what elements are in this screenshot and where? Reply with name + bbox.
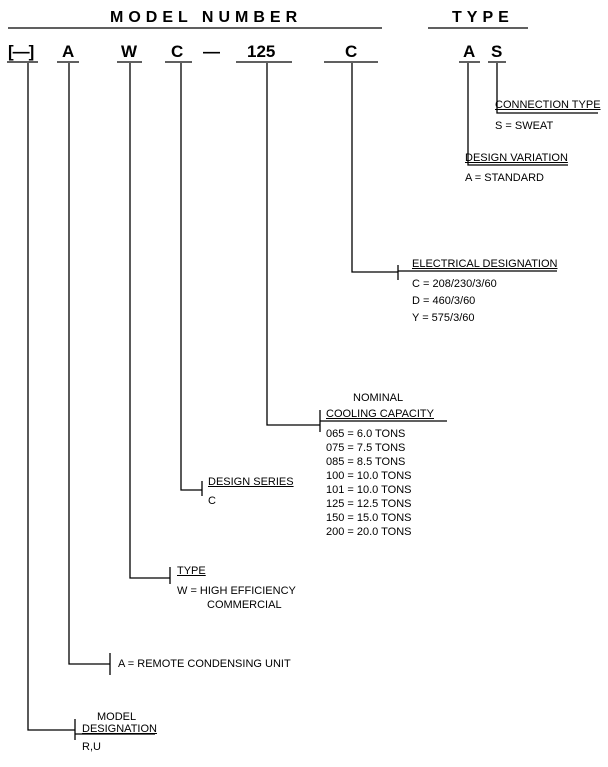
code-electrical: C <box>345 42 358 61</box>
type-header: TYPE <box>452 9 514 26</box>
design-variation-title: DESIGN VARIATION <box>465 152 568 164</box>
model-designation-option: R,U <box>82 741 101 753</box>
capacity-option-101: 101 = 10.0 TONS <box>326 484 412 496</box>
connection-type-title: CONNECTION TYPE <box>495 99 601 111</box>
model-designation-leader <box>28 63 75 730</box>
remote-unit-leader <box>69 63 110 664</box>
design-series-leader <box>181 63 202 490</box>
connection-type-option: S = SWEAT <box>495 120 554 132</box>
capacity-option-125: 125 = 12.5 TONS <box>326 498 412 510</box>
capacity-option-065: 065 = 6.0 TONS <box>326 428 406 440</box>
model-number-header: MODEL NUMBER <box>110 9 303 26</box>
design-series-title: DESIGN SERIES <box>208 476 294 488</box>
capacity-option-075: 075 = 7.5 TONS <box>326 442 406 454</box>
capacity-leader <box>267 63 320 425</box>
code-type-s: S <box>491 42 503 61</box>
type-option-commercial: COMMERCIAL <box>207 599 282 611</box>
electrical-leader <box>352 63 398 272</box>
electrical-option-y: Y = 575/3/60 <box>412 312 475 324</box>
type-title: TYPE <box>177 565 206 577</box>
capacity-option-200: 200 = 20.0 TONS <box>326 526 412 538</box>
type-option-w: W = HIGH EFFICIENCY <box>177 585 296 597</box>
electrical-option-d: D = 460/3/60 <box>412 295 476 307</box>
type-leader <box>130 63 170 578</box>
electrical-option-c: C = 208/230/3/60 <box>412 278 497 290</box>
model-designation-title-model: MODEL <box>97 711 137 723</box>
model-designation-title-designation: DESIGNATION <box>82 723 157 735</box>
capacity-title-cooling: COOLING CAPACITY <box>326 408 434 420</box>
code-dash: — <box>203 42 220 61</box>
capacity-option-085: 085 = 8.5 TONS <box>326 456 406 468</box>
remote-unit-text: A = REMOTE CONDENSING UNIT <box>118 658 291 670</box>
design-variation-leader <box>468 63 568 165</box>
code-type-a: A <box>463 42 476 61</box>
capacity-title-nominal: NOMINAL <box>353 392 404 404</box>
code-bracket: [—] <box>8 42 34 61</box>
code-capacity: 125 <box>247 42 276 61</box>
code-a: A <box>62 42 75 61</box>
electrical-designation-title: ELECTRICAL DESIGNATION <box>412 258 558 270</box>
capacity-option-150: 150 = 15.0 TONS <box>326 512 412 524</box>
code-w: W <box>121 42 138 61</box>
code-c: C <box>171 42 184 61</box>
design-variation-option: A = STANDARD <box>465 172 544 184</box>
capacity-option-100: 100 = 10.0 TONS <box>326 470 412 482</box>
design-series-option: C <box>208 495 216 507</box>
